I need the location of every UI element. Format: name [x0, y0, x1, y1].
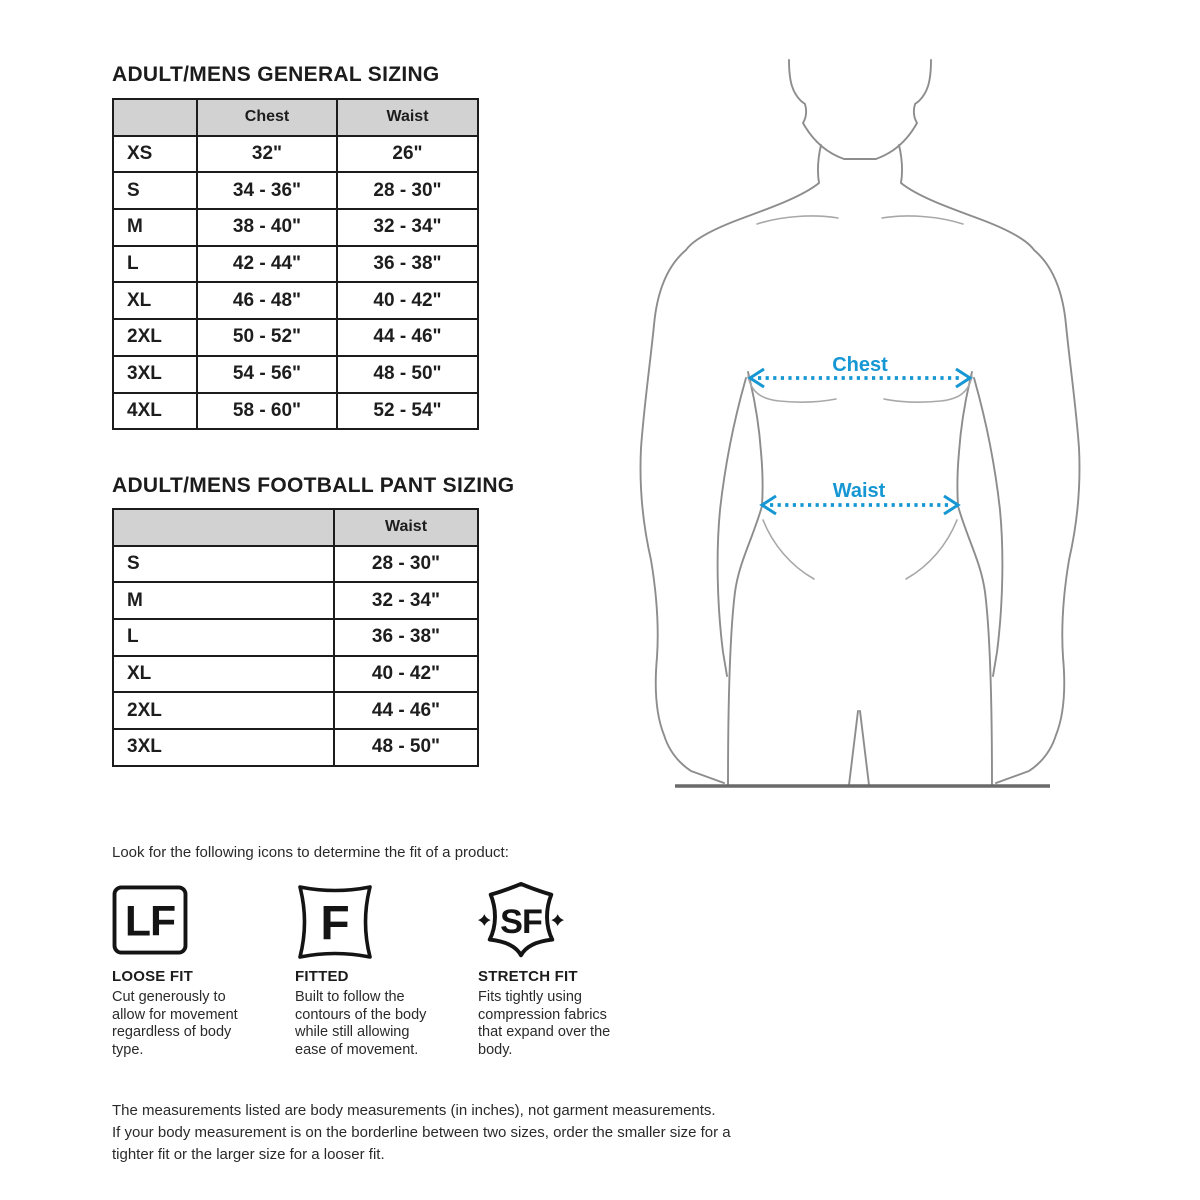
fit-description: Built to follow the contours of the body while still allowing ease of movement. — [295, 989, 427, 1058]
stretch-fit-abbr: SF — [500, 902, 542, 941]
fit-label: FITTED — [295, 968, 349, 985]
fit-section-intro: Look for the following icons to determine the fit of a product: — [112, 844, 509, 861]
right-diamond — [551, 914, 564, 926]
fit-column-fitted — [295, 884, 467, 1059]
table-row — [113, 656, 478, 693]
size-label: M — [113, 209, 197, 246]
size-label: 4XL — [113, 393, 197, 430]
waist-value: 40 - 42" — [337, 282, 478, 319]
body-outline — [640, 60, 1079, 785]
fitted-icon — [295, 884, 375, 960]
waist-value: 40 - 42" — [334, 656, 478, 693]
fitted-abbr: F — [320, 897, 350, 950]
pant-sizing-title: ADULT/MENS FOOTBALL PANT SIZING — [112, 474, 515, 497]
chest-value: 58 - 60" — [197, 393, 337, 430]
waist-value: 36 - 38" — [337, 246, 478, 283]
column-header-chest: Chest — [197, 99, 337, 136]
size-label: XS — [113, 136, 197, 173]
body-measurement-diagram — [630, 0, 1120, 800]
measurement-note-line: If your body measurement is on the borderline between two sizes, order the smaller size for a — [112, 1123, 731, 1141]
chest-value: 38 - 40" — [197, 209, 337, 246]
waist-value: 48 - 50" — [337, 356, 478, 393]
fit-description: Fits tightly using compression fabrics that expand over the body. — [478, 989, 611, 1058]
fit-column-loose — [112, 884, 284, 1059]
waist-value: 26" — [337, 136, 478, 173]
stretch-fit-icon — [478, 880, 564, 966]
size-label: M — [113, 582, 334, 619]
chest-value: 50 - 52" — [197, 319, 337, 356]
body-detail-lines — [748, 216, 972, 579]
waist-value: 32 - 34" — [337, 209, 478, 246]
size-label: 3XL — [113, 356, 197, 393]
size-label: S — [113, 172, 197, 209]
waist-measure-label: Waist — [832, 480, 886, 502]
loose-fit-icon — [112, 885, 188, 955]
chest-value: 42 - 44" — [197, 246, 337, 283]
size-label: L — [113, 619, 334, 656]
waist-measure-arrow — [762, 480, 958, 514]
column-header-size — [113, 99, 197, 136]
column-header-waist: Waist — [337, 99, 478, 136]
pant-sizing-table — [112, 508, 479, 767]
table-row — [113, 209, 478, 246]
waist-value: 28 - 30" — [337, 172, 478, 209]
fit-label: LOOSE FIT — [112, 968, 193, 985]
general-sizing-table — [112, 98, 479, 430]
size-label: 2XL — [113, 692, 334, 729]
waist-value: 32 - 34" — [334, 582, 478, 619]
left-diamond — [478, 914, 491, 926]
table-header-row — [113, 99, 478, 136]
table-row — [113, 692, 478, 729]
table-row — [113, 356, 478, 393]
size-label: 3XL — [113, 729, 334, 766]
table-row — [113, 246, 478, 283]
chest-value: 54 - 56" — [197, 356, 337, 393]
table-row — [113, 282, 478, 319]
table-row — [113, 136, 478, 173]
waist-value: 48 - 50" — [334, 729, 478, 766]
table-row — [113, 393, 478, 430]
size-label: XL — [113, 282, 197, 319]
table-header-row — [113, 509, 478, 546]
loose-fit-abbr: LF — [124, 897, 176, 946]
waist-value: 44 - 46" — [334, 692, 478, 729]
column-header-size — [113, 509, 334, 546]
chest-measure-arrow — [750, 354, 970, 387]
size-label: L — [113, 246, 197, 283]
fit-description: Cut generously to allow for movement regardless of body type. — [112, 989, 238, 1058]
table-row — [113, 729, 478, 766]
waist-value: 52 - 54" — [337, 393, 478, 430]
table-row — [113, 582, 478, 619]
chest-value: 46 - 48" — [197, 282, 337, 319]
table-row — [113, 619, 478, 656]
waist-value: 28 - 30" — [334, 546, 478, 583]
size-label: XL — [113, 656, 334, 693]
fit-label: STRETCH FIT — [478, 968, 578, 985]
table-row — [113, 172, 478, 209]
fit-column-stretch — [478, 884, 650, 1059]
measurement-note — [112, 1100, 752, 1165]
table-row — [113, 546, 478, 583]
waist-value: 36 - 38" — [334, 619, 478, 656]
chest-value: 34 - 36" — [197, 172, 337, 209]
column-header-waist: Waist — [334, 509, 478, 546]
chest-measure-label: Chest — [832, 354, 888, 376]
measurement-note-line: The measurements listed are body measurements (in inches), not garment measurements. — [112, 1102, 716, 1119]
measurement-note-line: tighter fit or the larger size for a looser fit. — [112, 1145, 385, 1163]
waist-value: 44 - 46" — [337, 319, 478, 356]
size-label: 2XL — [113, 319, 197, 356]
chest-value: 32" — [197, 136, 337, 173]
general-sizing-title: ADULT/MENS GENERAL SIZING — [112, 63, 440, 86]
table-row — [113, 319, 478, 356]
size-label: S — [113, 546, 334, 583]
